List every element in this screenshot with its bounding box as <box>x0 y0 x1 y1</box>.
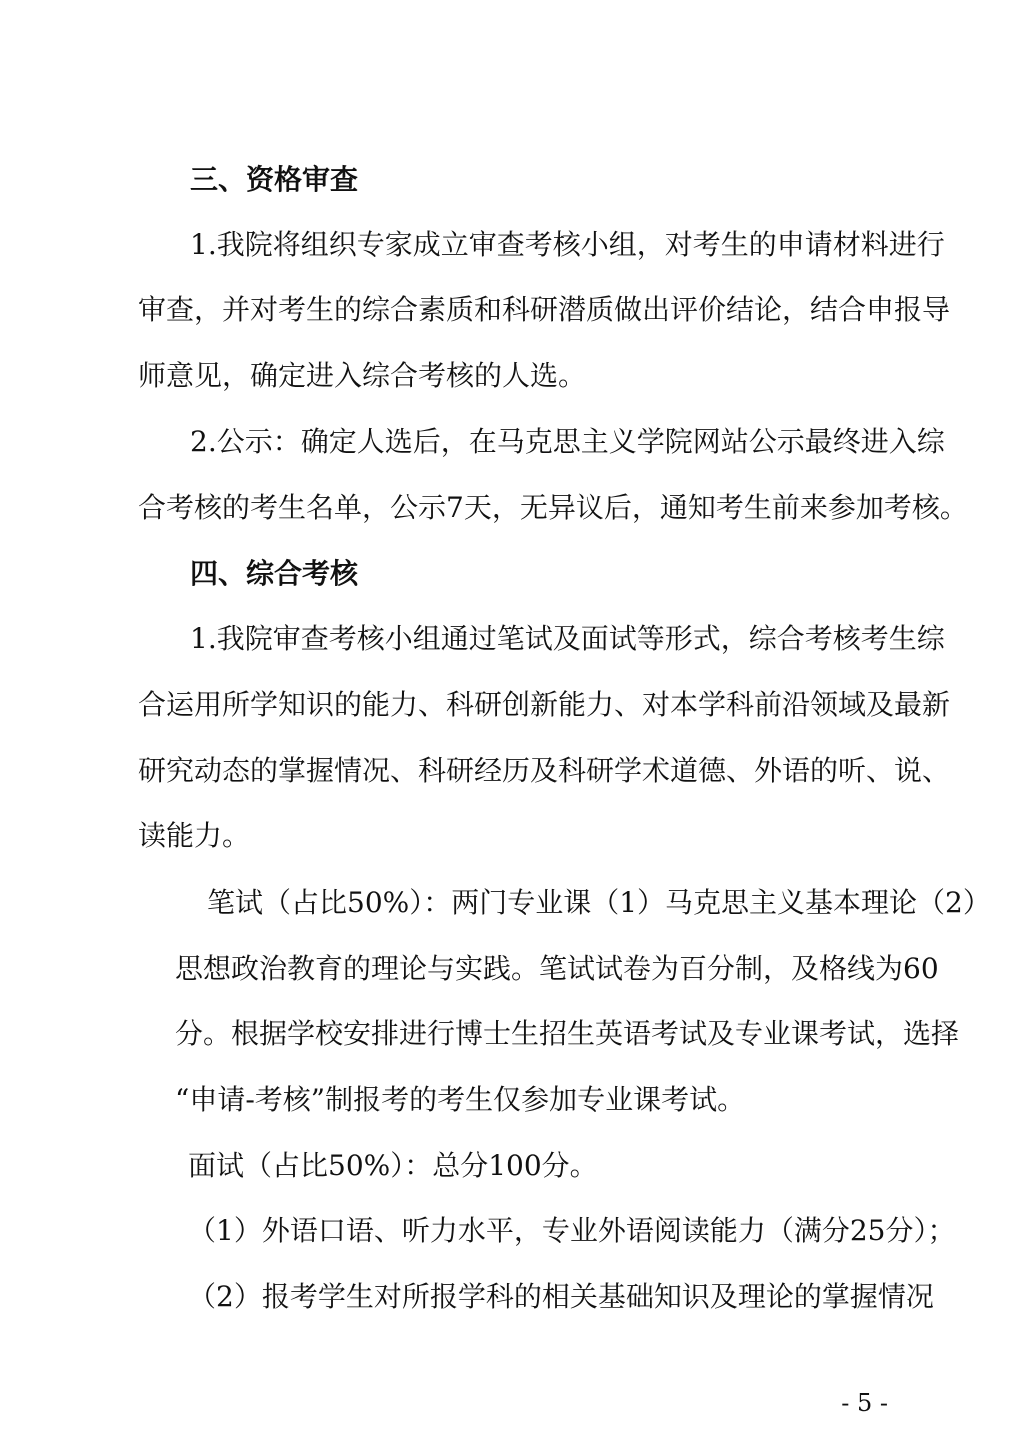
paragraph-line: 研究动态的掌握情况、科研经历及科研学术道德、外语的听、说、 <box>138 754 951 787</box>
paragraph-line: 面试（占比50%）：总分100分。 <box>188 1149 598 1182</box>
paragraph-line: 合运用所学知识的能力、科研创新能力、对本学科前沿领域及最新 <box>138 688 951 721</box>
section-heading-comprehensive-assessment: 四、综合考核 <box>190 557 359 590</box>
paragraph-line: （1）外语口语、听力水平，专业外语阅读能力（满分25分）； <box>188 1214 956 1247</box>
page-number: - 5 - <box>841 1389 888 1417</box>
paragraph-line: 2.公示：确定人选后，在马克思主义学院网站公示最终进入综 <box>190 425 945 458</box>
paragraph-line: 师意见，确定进入综合考核的人选。 <box>138 359 587 392</box>
paragraph-line: 笔试（占比50%）：两门专业课（1）马克思主义基本理论（2） <box>207 886 991 919</box>
paragraph-line: 读能力。 <box>138 819 251 852</box>
paragraph-line: 合考核的考生名单，公示7天，无异议后，通知考生前来参加考核。 <box>138 491 968 524</box>
paragraph-line: 1.我院审查考核小组通过笔试及面试等形式，综合考核考生综 <box>190 622 945 655</box>
paragraph-line: 审查，并对考生的综合素质和科研潜质做出评价结论，结合申报导 <box>138 293 951 326</box>
section-heading-qualification-review: 三、资格审查 <box>190 163 359 196</box>
paragraph-line: “申请-考核”制报考的考生仅参加专业课考试。 <box>175 1083 746 1116</box>
paragraph-line: 思想政治教育的理论与实践。笔试试卷为百分制，及格线为60 <box>175 952 939 985</box>
paragraph-line: 分。根据学校安排进行博士生招生英语考试及专业课考试，选择 <box>175 1017 960 1050</box>
paragraph-line: 1.我院将组织专家成立审查考核小组，对考生的申请材料进行 <box>190 228 945 261</box>
paragraph-line: （2）报考学生对所报学科的相关基础知识及理论的掌握情况 <box>188 1280 934 1313</box>
